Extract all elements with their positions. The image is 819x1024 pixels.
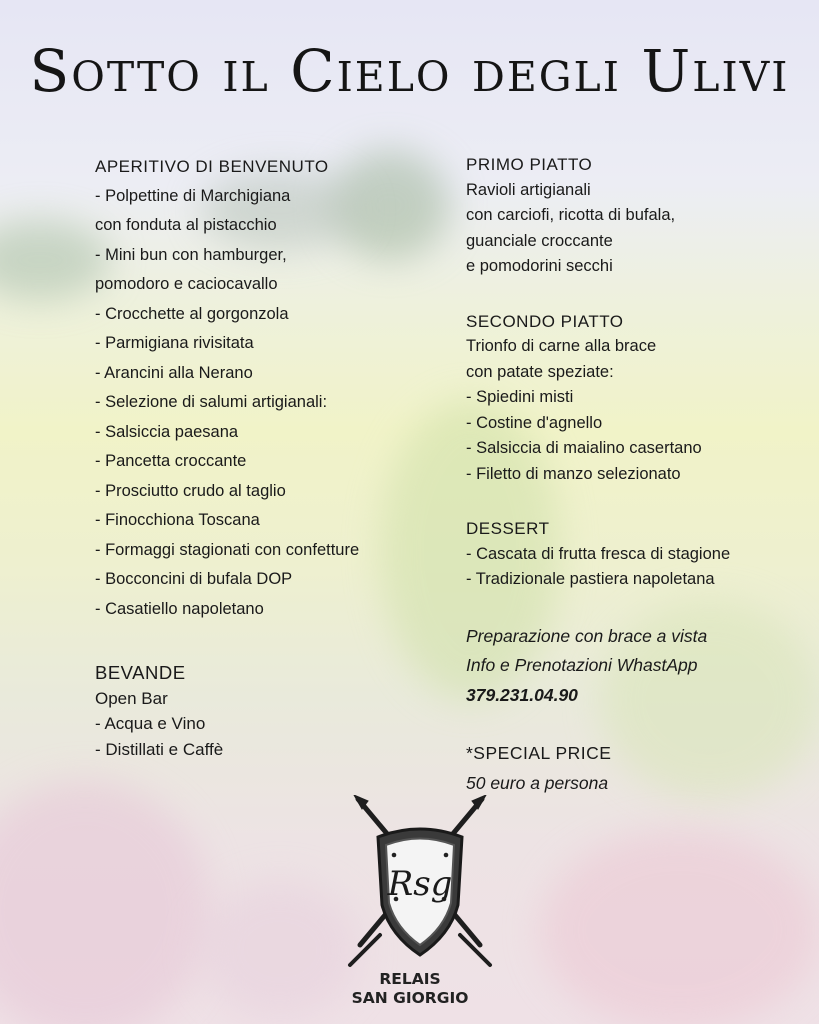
menu-item: con carciofi, ricotta di bufala, — [466, 206, 676, 224]
aperitivo-section — [95, 152, 425, 624]
menu-item: - Arancini alla Nerano — [95, 363, 253, 382]
menu-item: - Formaggi stagionati con confetture — [95, 540, 360, 559]
menu-item: guanciale croccante — [466, 231, 613, 250]
secondo-section — [466, 309, 796, 488]
menu-item: e pomodorini secchi — [466, 257, 613, 275]
primo-heading: PRIMO PIATTO — [466, 155, 593, 174]
page-title: Sotto il Cielo degli Ulivi — [29, 37, 790, 105]
menu-item: - Acqua e Vino — [95, 714, 206, 733]
info-line: Info e Prenotazioni WhastApp — [466, 655, 698, 675]
logo-line-1: RELAIS — [379, 970, 441, 988]
left-column — [95, 152, 425, 791]
price-section — [466, 739, 796, 798]
bevande-heading: BEVANDE — [95, 662, 186, 683]
menu-item: - Polpettine di Marchigiana — [95, 186, 291, 205]
dessert-section — [466, 516, 796, 593]
menu-item: - Spiedini misti — [466, 388, 574, 406]
menu-item: - Salsiccia paesana — [95, 422, 239, 441]
menu-item: - Distillati e Caffè — [95, 739, 224, 759]
info-section — [466, 622, 796, 711]
menu-item: - Costine d'agnello — [466, 413, 603, 432]
phone-number: 379.231.04.90 — [466, 684, 578, 705]
menu-item: - Tradizionale pastiera napoletana — [466, 570, 715, 588]
menu-item: con fonduta al pistacchio — [95, 216, 277, 234]
dessert-heading: DESSERT — [466, 519, 550, 538]
menu-item: - Crocchette al gorgonzola — [95, 304, 289, 323]
menu-item: - Pancetta croccante — [95, 452, 247, 470]
menu-item: - Parmigiana rivisitata — [95, 334, 254, 352]
menu-item: - Finocchiona Toscana — [95, 511, 260, 529]
price-heading: *SPECIAL PRICE — [466, 743, 612, 763]
logo-line-2: SAN GIORGIO — [351, 989, 469, 1007]
menu-item: - Selezione di salumi artigianali: — [95, 393, 328, 411]
menu-item: - Prosciutto crudo al taglio — [95, 481, 286, 500]
menu-item: Ravioli artigianali — [466, 180, 591, 199]
menu-item: - Filetto di manzo selezionato — [466, 464, 681, 483]
primo-section — [466, 152, 796, 280]
secondo-heading: SECONDO PIATTO — [466, 311, 624, 331]
menu-item: - Mini bun con hamburger, — [95, 245, 287, 264]
menu-item: pomodoro e caciocavallo — [95, 275, 278, 293]
menu-item: - Cascata di frutta fresca di stagione — [466, 544, 731, 563]
logo-wordmark — [335, 970, 485, 1008]
menu-item: Open Bar — [95, 688, 168, 708]
logo-monogram: Rsg — [387, 864, 453, 904]
menu-item: Trionfo di carne alla brace — [466, 337, 657, 355]
menu-item: - Salsiccia di maialino casertano — [466, 439, 702, 457]
menu-item: - Casatiello napoletano — [95, 599, 264, 618]
bevande-section — [95, 660, 425, 762]
aperitivo-heading: APERITIVO DI BENVENUTO — [95, 157, 329, 176]
right-column — [466, 152, 796, 827]
price-value: 50 euro a persona — [466, 772, 609, 793]
info-line: Preparazione con brace a vista — [466, 625, 708, 646]
menu-item: con patate speziate: — [466, 362, 614, 381]
menu-item: - Bocconcini di bufala DOP — [95, 570, 293, 588]
